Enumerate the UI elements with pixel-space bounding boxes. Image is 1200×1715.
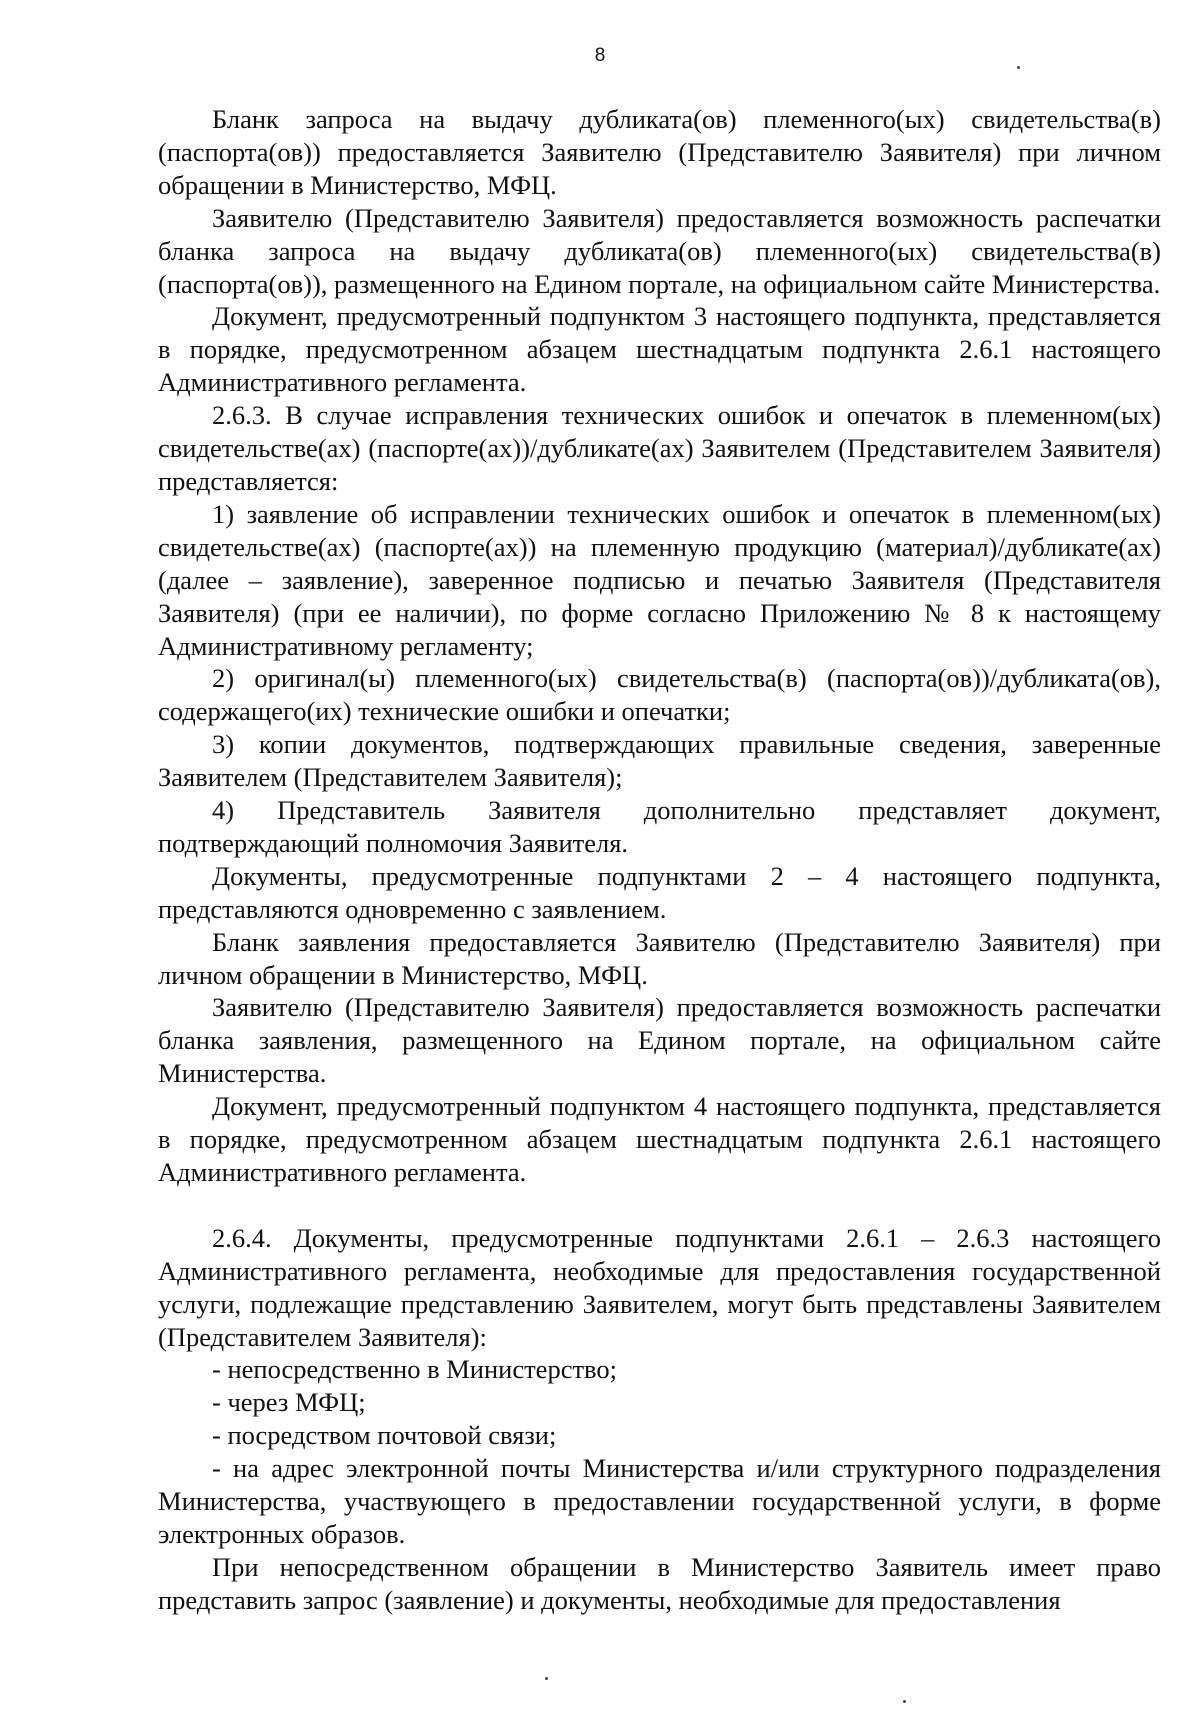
paragraph-documents-with-application: Документы, предусмотренные подпунктами 2 – 4 настоящего подпункта, представляются одновременно с заявлением. <box>158 860 1161 924</box>
paragraph-document-subitem-3: Документ, предусмотренный подпунктом 3 настоящего подпункта, представляется в порядке, предусмотренном абзацем шестнадцатым подпункта 2.6.1 настоящего Административного регламента. <box>158 301 1161 398</box>
list-item-email: - на адрес электронной почты Министерства и/или структурного подразделения Министерства, участвующего в предоставлении государственной услуги, в форме электронных образов. <box>158 1453 1161 1549</box>
list-item-1-application: 1) заявление об исправлении технических ошибок и опечаток в племенном(ых) свидетельстве(ах) (паспорте(ах)) на племенную продукцию (материал)/дубликате(ах) (далее – заявление), заверенное подписью и печатью Заявителя (Представителя Заявителя) (при ее наличии), по форме согласно Приложению № 8 к настоящему Административному регламенту; <box>158 498 1161 661</box>
list-item-ministry-directly: - непосредственно в Министерство; <box>212 1354 617 1385</box>
paragraph-application-form: Бланк заявления предоставляется Заявителю (Представителю Заявителя) при личном обращении в Министерство, МФЦ. <box>158 926 1161 990</box>
page-number: 8 <box>594 45 606 66</box>
list-item-4-authority: 4) Представитель Заявителя дополнительно представляет документ, подтверждающий полномочия Заявителя. <box>158 795 1161 858</box>
list-item-via-mfc: - через МФЦ; <box>212 1387 366 1418</box>
list-item-postal: - посредством почтовой связи; <box>212 1420 557 1451</box>
scan-speck <box>903 1700 906 1703</box>
paragraph-section-2-6-3: 2.6.3. В случае исправления технических ошибок и опечаток в племенном(ых) свидетельстве(ах) (паспорте(ах))/дубликате(ах) Заявителем (Представителем Заявителя) представляется: <box>158 400 1161 496</box>
list-item-2-originals: 2) оригинал(ы) племенного(ых) свидетельства(в) (паспорта(ов))/дубликата(ов), содержащего(их) технические ошибки и опечатки; <box>158 663 1161 727</box>
paragraph-duplicate-request-form: Бланк запроса на выдачу дубликата(ов) племенного(ых) свидетельства(в) (паспорта(ов)) предоставляется Заявителю (Представителю Заявителя) при личном обращении в Министерство, МФЦ. <box>158 104 1161 200</box>
paragraph-document-subitem-4: Документ, предусмотренный подпунктом 4 настоящего подпункта, представляется в порядке, предусмотренном абзацем шестнадцатым подпункта 2.6.1 настоящего Административного регламента. <box>158 1091 1161 1187</box>
list-item-3-copies: 3) копии документов, подтверждающих правильные сведения, заверенные Заявителем (Представителем Заявителя); <box>158 729 1161 793</box>
document-body <box>158 103 1161 1617</box>
scan-speck <box>545 1677 548 1680</box>
paragraph-duplicate-form-printing: Заявителю (Представителю Заявителя) предоставляется возможность распечатки бланка запроса на выдачу дубликата(ов) племенного(ых) свидетельства(в) (паспорта(ов)), размещенного на Едином портале, на официальном сайте Министерства. <box>158 202 1161 299</box>
paragraph-section-2-6-4: 2.6.4. Документы, предусмотренные подпунктами 2.6.1 – 2.6.3 настоящего Административного регламента, необходимые для предоставления государственной услуги, подлежащие представлению Заявителем, могут быть представлены Заявителем (Представителем Заявителя): <box>158 1222 1161 1352</box>
scan-speck <box>1017 66 1020 69</box>
paragraph-direct-appeal: При непосредственном обращении в Министерство Заявитель имеет право представить запрос (заявление) и документы, необходимые для предоставления <box>158 1551 1161 1615</box>
paragraph-application-form-printing: Заявителю (Представителю Заявителя) предоставляется возможность распечатки бланка заявления, размещенного на Едином портале, на официальном сайте Министерства. <box>158 992 1161 1089</box>
